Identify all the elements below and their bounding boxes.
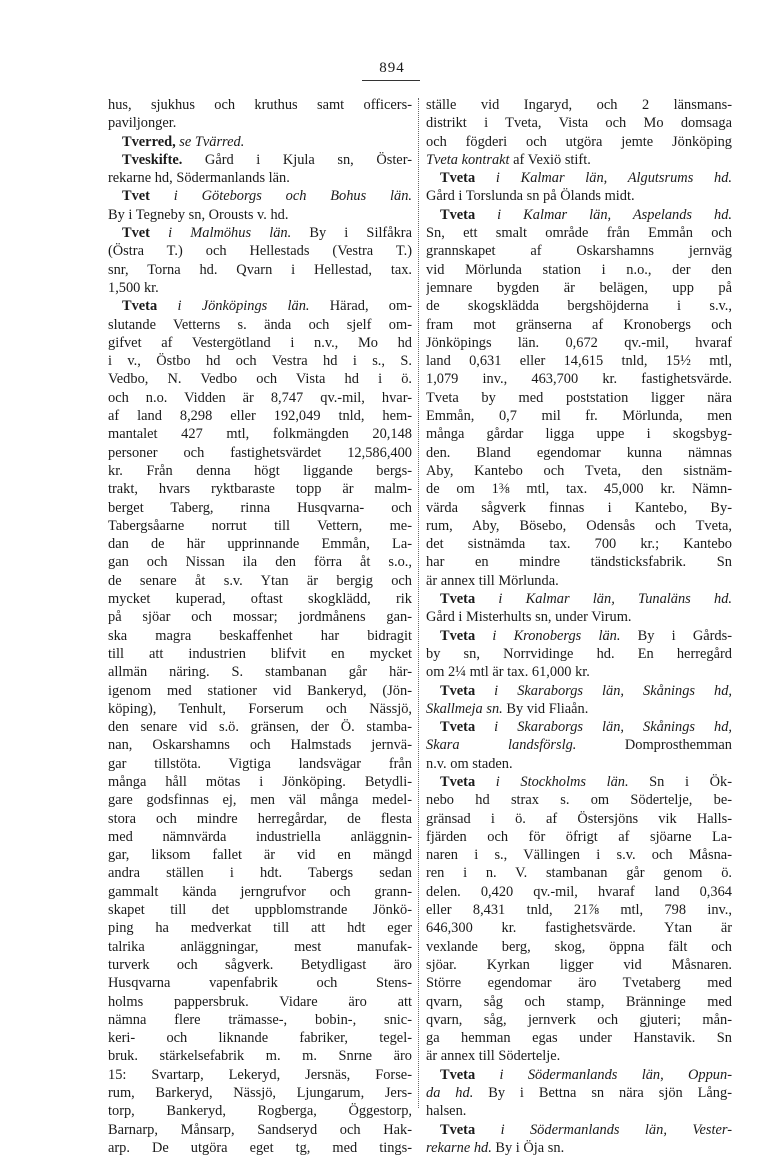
body-text: stora och mindre herregårdar, de flesta bbox=[108, 810, 412, 827]
body-text: gan och Nissan ila den förra åt s.o., bbox=[108, 554, 412, 571]
italic-text: i Kalmar län, Aspelands hd. bbox=[475, 206, 732, 223]
text-line bbox=[108, 1029, 412, 1047]
body-text: ställe vid Ingaryd, och 2 länsmans- bbox=[426, 97, 732, 113]
text-line bbox=[108, 370, 412, 388]
body-text: Vedbo, N. Vedbo och Vista hd i ö. bbox=[108, 371, 412, 388]
italic-text: Skallmeja sn. bbox=[426, 700, 503, 717]
text-line bbox=[426, 736, 732, 754]
text-line bbox=[426, 1011, 732, 1029]
body-text: arp. De utgöra eget tg, med tings- bbox=[108, 1139, 412, 1156]
text-line bbox=[426, 663, 732, 681]
text-line bbox=[108, 1011, 412, 1029]
body-text: grannskapet af Oskarshamns jernväg bbox=[426, 243, 732, 260]
italic-text: i Stockholms län. bbox=[475, 773, 629, 790]
italic-text: se Tvärred. bbox=[175, 133, 245, 150]
text-line bbox=[426, 755, 732, 773]
body-text: land 0,631 eller 14,615 tnld, 15½ mtl, bbox=[426, 353, 732, 370]
body-text: torp, Bankeryd, Rogberga, Öggestorp, bbox=[108, 1103, 412, 1120]
text-line bbox=[426, 938, 732, 956]
body-text: många gårdar ligga uppe i skogsbyg- bbox=[426, 426, 732, 443]
text-line bbox=[426, 810, 732, 828]
text-line bbox=[108, 1084, 412, 1102]
body-text: 1,500 kr. bbox=[108, 279, 159, 296]
text-line bbox=[108, 206, 412, 224]
text-line bbox=[426, 480, 732, 498]
text-line bbox=[426, 1029, 732, 1047]
body-text: Härad, om- bbox=[309, 298, 412, 315]
text-line bbox=[426, 645, 732, 663]
body-text: 1,079 inv., 463,700 kr. fastighetsvärde. bbox=[426, 371, 732, 388]
text-line bbox=[108, 608, 412, 626]
body-text: igenom med stationer vid Bankeryd, (Jön- bbox=[108, 682, 412, 699]
text-line bbox=[426, 791, 732, 809]
body-text: hus, sjukhus och kruthus samt officers- bbox=[108, 97, 412, 113]
italic-text: i Göteborgs och Bohus län. bbox=[149, 188, 412, 205]
body-text: (Östra T.) och Hellestads (Vestra T.) bbox=[108, 243, 412, 260]
body-text: Domprosthemman bbox=[576, 737, 732, 754]
body-text: Gård i Misterhults sn, under Virum. bbox=[426, 609, 632, 626]
text-line bbox=[108, 993, 412, 1011]
body-text: gare godsfinnas ej, men väl många medel- bbox=[108, 792, 412, 809]
text-line bbox=[108, 919, 412, 937]
text-line bbox=[426, 151, 732, 169]
body-text: By i Silfåkra bbox=[291, 225, 412, 242]
body-text: ren i n. V. stambanan går genom ö. bbox=[426, 865, 732, 882]
text-line bbox=[108, 499, 412, 517]
body-text: turverk och sågverk. Betydligast äro bbox=[108, 956, 412, 973]
text-line bbox=[426, 261, 732, 279]
text-line bbox=[108, 187, 412, 205]
body-text: den. Bland egendomar kunna nämnas bbox=[426, 444, 732, 461]
text-line bbox=[426, 553, 732, 571]
italic-text: Tveta kontrakt bbox=[426, 151, 510, 168]
body-text: Tabergsåarne norrut till Vettern, me- bbox=[108, 517, 412, 534]
body-text: kr. Från denna högt liggande bergs- bbox=[108, 462, 412, 479]
text-line bbox=[108, 901, 412, 919]
body-text: qvarn, såg och stamp, Bränninge med bbox=[426, 993, 732, 1010]
text-line bbox=[108, 535, 412, 553]
text-line bbox=[108, 352, 412, 370]
text-line bbox=[108, 773, 412, 791]
entry-headword: Tveta bbox=[440, 1066, 476, 1083]
text-line bbox=[108, 389, 412, 407]
entry-headword: Tveta bbox=[440, 627, 476, 644]
italic-text: i Kronobergs län. bbox=[475, 627, 621, 644]
body-text: gränsad i ö. af Östersjöns vik Halls- bbox=[426, 810, 732, 827]
text-line bbox=[108, 791, 412, 809]
entry-headword: Tverred, bbox=[122, 133, 176, 150]
text-line bbox=[426, 718, 732, 736]
right-column bbox=[426, 96, 732, 1157]
body-text: Gård i Kjula sn, Öster- bbox=[182, 151, 412, 168]
text-line bbox=[426, 370, 732, 388]
text-line bbox=[426, 535, 732, 553]
text-line bbox=[426, 682, 732, 700]
body-text: gar, liksom fallet är vid en mängd bbox=[108, 847, 412, 864]
text-line bbox=[426, 572, 732, 590]
body-text: paviljonger. bbox=[108, 115, 177, 132]
body-text: by sn, Norrvidinge hd. En herregård bbox=[426, 645, 732, 662]
text-line bbox=[426, 187, 732, 205]
text-line bbox=[108, 828, 412, 846]
text-line bbox=[108, 718, 412, 736]
body-text: ska magra beskaffenhet har bidragit bbox=[108, 627, 412, 644]
body-text: af land 8,298 eller 192,049 tnld, hem- bbox=[108, 408, 412, 425]
text-line bbox=[426, 883, 732, 901]
text-line bbox=[426, 425, 732, 443]
body-text: är annex till Södertelje. bbox=[426, 1048, 561, 1065]
italic-text: Skara landsförslg. bbox=[426, 737, 577, 754]
body-text: gar tillstöta. Vigtiga landsvägar från bbox=[108, 755, 412, 772]
entry-headword: Tveta bbox=[122, 298, 158, 315]
text-line bbox=[426, 1121, 732, 1139]
body-text: Sn i Ök- bbox=[628, 773, 732, 790]
text-line bbox=[426, 1139, 732, 1157]
body-text: mycket kuperad, oftast skogklädd, rik bbox=[108, 591, 412, 608]
entry-headword: Tveskifte. bbox=[122, 151, 183, 168]
body-text: nämna flere trämasse-, bobin-, snic- bbox=[108, 1011, 412, 1028]
body-text: By i Tegneby sn, Orousts v. hd. bbox=[108, 206, 289, 223]
italic-text: i Kalmar län, Algutsrums hd. bbox=[475, 170, 732, 187]
text-line bbox=[108, 1102, 412, 1120]
text-line bbox=[108, 279, 412, 297]
body-text: naren i s., Vällingen i s.v. och Måsna- bbox=[426, 847, 732, 864]
text-line bbox=[108, 96, 412, 114]
text-line bbox=[108, 700, 412, 718]
entry-headword: Tvet bbox=[122, 188, 150, 205]
text-line bbox=[426, 499, 732, 517]
text-line bbox=[426, 389, 732, 407]
entry-headword: Tveta bbox=[440, 206, 476, 223]
body-text: snr, Torna hd. Qvarn i Hellestad, tax. bbox=[108, 261, 412, 278]
text-line bbox=[108, 1047, 412, 1065]
body-text: nebo hd strax s. om Södertelje, be- bbox=[426, 792, 732, 809]
text-line bbox=[108, 1121, 412, 1139]
entry-headword: Tveta bbox=[440, 1121, 476, 1138]
text-line bbox=[108, 810, 412, 828]
italic-text: i Södermanlands län, Oppun- bbox=[475, 1066, 732, 1083]
left-column bbox=[108, 96, 412, 1157]
body-text: af Vexiö stift. bbox=[509, 151, 591, 168]
body-text: qvarn, såg, jernverk och gjuteri; mån- bbox=[426, 1011, 732, 1028]
italic-text: i Jönköpings län. bbox=[157, 298, 310, 315]
body-text: Större egendomar äro Tvetaberg med bbox=[426, 975, 732, 992]
body-text: och n.o. Vidden är 8,747 qv.-mil, hvar- bbox=[108, 389, 412, 406]
text-line bbox=[426, 919, 732, 937]
body-text: vexlande berg, skog, öppna fält och bbox=[426, 938, 732, 955]
text-line bbox=[108, 151, 412, 169]
entry-headword: Tveta bbox=[440, 682, 476, 699]
entry-headword: Tveta bbox=[440, 591, 476, 608]
body-text: de skogsklädda bergshöjderna i s.v., bbox=[426, 298, 732, 315]
text-line bbox=[426, 297, 732, 315]
text-line bbox=[426, 608, 732, 626]
italic-text: i Skaraborgs län, Skånings hd, bbox=[475, 682, 732, 699]
body-text: på sjöar och mossar; jordmånens gan- bbox=[108, 609, 412, 626]
text-line bbox=[426, 700, 732, 718]
text-line bbox=[108, 425, 412, 443]
italic-text: i Södermanlands län, Vester- bbox=[475, 1121, 732, 1138]
body-text: berget Taberg, rinna Husqvarna- och bbox=[108, 499, 412, 516]
text-line bbox=[108, 846, 412, 864]
entry-headword: Tveta bbox=[440, 170, 476, 187]
body-text: värda sågverk finnas i Kantebo, By- bbox=[426, 499, 732, 516]
text-line bbox=[426, 1047, 732, 1065]
text-line bbox=[426, 993, 732, 1011]
text-line bbox=[426, 114, 732, 132]
text-line bbox=[426, 407, 732, 425]
body-text: rum, Aby, Bösebo, Odensås och Tveta, bbox=[426, 517, 732, 534]
body-text: delen. 0,420 qv.-mil, hvaraf land 0,364 bbox=[426, 883, 732, 900]
italic-text: i Malmöhus län. bbox=[149, 225, 292, 242]
body-text: fram mot gränserna af Kronobergs och bbox=[426, 316, 732, 333]
entry-headword: Tveta bbox=[440, 719, 476, 736]
body-text: By i Gårds- bbox=[620, 627, 732, 644]
body-text: många håll mötas i Jönköping. Betydli- bbox=[108, 773, 412, 790]
text-line bbox=[108, 133, 412, 151]
page-number-rule bbox=[362, 80, 420, 81]
text-line bbox=[426, 462, 732, 480]
body-text: Aby, Kantebo och Tveta, den sistnäm- bbox=[426, 462, 732, 479]
text-line bbox=[108, 224, 412, 242]
text-line bbox=[108, 297, 412, 315]
text-line bbox=[108, 627, 412, 645]
body-text: trakt, hvars ryktbaraste topp är malm- bbox=[108, 481, 412, 498]
text-line bbox=[108, 462, 412, 480]
text-line bbox=[426, 901, 732, 919]
text-line bbox=[426, 864, 732, 882]
body-text: det sistnämda tax. 700 kr.; Kantebo bbox=[426, 536, 732, 553]
text-line bbox=[426, 279, 732, 297]
body-text: fjärden och för öfrigt af sjöarne La- bbox=[426, 828, 732, 845]
text-line bbox=[108, 682, 412, 700]
text-line bbox=[426, 846, 732, 864]
body-text: de senare åt s.v. Ytan är bergig och bbox=[108, 572, 412, 589]
body-text: 15: Svartarp, Lekeryd, Jersnäs, Forse- bbox=[108, 1066, 412, 1083]
text-line bbox=[108, 444, 412, 462]
text-line bbox=[108, 242, 412, 260]
italic-text: i Kalmar län, Tunaläns hd. bbox=[475, 591, 732, 608]
text-line bbox=[108, 334, 412, 352]
page-number: 894 bbox=[379, 60, 405, 76]
text-line bbox=[426, 974, 732, 992]
text-line bbox=[108, 1139, 412, 1157]
body-text: Tveta by med poststation ligger nära bbox=[426, 389, 732, 406]
body-text: keri- och liknande fabriker, tegel- bbox=[108, 1030, 412, 1047]
text-line bbox=[108, 956, 412, 974]
text-line bbox=[108, 480, 412, 498]
text-line bbox=[426, 206, 732, 224]
text-line bbox=[426, 242, 732, 260]
body-text: By i Bettna sn nära sjön Lång- bbox=[473, 1085, 732, 1102]
body-text: nan, Oskarshamns och Halmstads jernvä- bbox=[108, 737, 412, 754]
body-text: köping), Tenhult, Forserum och Nässjö, bbox=[108, 700, 412, 717]
body-text: slutande Vetterns s. ända och sjelf om- bbox=[108, 316, 412, 333]
body-text: halsen. bbox=[426, 1103, 467, 1120]
body-text: med nämnvärda industriella anläggnin- bbox=[108, 828, 412, 845]
entry-headword: Tvet bbox=[122, 225, 150, 242]
text-line bbox=[108, 114, 412, 132]
body-text: jemnare bygden är belägen, upp på bbox=[426, 279, 732, 296]
body-text: allmän näring. S. stambanan går här- bbox=[108, 664, 412, 681]
text-line bbox=[108, 645, 412, 663]
text-line bbox=[108, 169, 412, 187]
text-line bbox=[108, 261, 412, 279]
body-text: Jönköpings län. 0,672 qv.-mil, hvaraf bbox=[426, 334, 732, 351]
body-text: dan de här upprinnande Emmån, La- bbox=[108, 536, 412, 553]
text-line bbox=[108, 407, 412, 425]
italic-text: da hd. bbox=[426, 1085, 474, 1102]
body-text: skapet till det uppblomstrande Jönkö- bbox=[108, 902, 412, 919]
body-text: rekarne hd, Södermanlands län. bbox=[108, 170, 290, 187]
body-text: mantalet 427 mtl, folkmängden 20,148 bbox=[108, 426, 412, 443]
body-text: distrikt i Tveta, Vista och Mo domsaga bbox=[426, 115, 732, 132]
body-text: Sn, ett smalt område från Emmån och bbox=[426, 225, 732, 242]
body-text: gifvet af Vestergötland i n.v., Mo hd bbox=[108, 334, 412, 351]
body-text: By i Öja sn. bbox=[491, 1139, 565, 1156]
text-line bbox=[108, 883, 412, 901]
text-line bbox=[426, 956, 732, 974]
body-text: bruk. stärkelsefabrik m. m. Snrne äro bbox=[108, 1048, 412, 1065]
text-line bbox=[426, 590, 732, 608]
body-text: är annex till Mörlunda. bbox=[426, 572, 559, 589]
body-text: n.v. om staden. bbox=[426, 755, 513, 772]
text-line bbox=[108, 974, 412, 992]
text-line bbox=[426, 1102, 732, 1120]
text-line bbox=[108, 736, 412, 754]
entry-headword: Tveta bbox=[440, 773, 476, 790]
body-text: den senare vid s.ö. gränsen, der Ö. stamba- bbox=[108, 719, 412, 736]
body-text: till att industrien blifvit en mycket bbox=[108, 645, 412, 662]
body-text: Emmån, 0,7 mil fr. Mörlunda, men bbox=[426, 408, 732, 425]
text-line bbox=[426, 352, 732, 370]
body-text: holms pappersbruk. Vidare äro att bbox=[108, 993, 412, 1010]
text-line bbox=[426, 444, 732, 462]
text-line bbox=[426, 1084, 732, 1102]
text-line bbox=[108, 1066, 412, 1084]
body-text: Barnarp, Månsarp, Sandseryd och Hak- bbox=[108, 1121, 412, 1138]
body-text: Gård i Torslunda sn på Ölands midt. bbox=[426, 188, 635, 205]
text-line bbox=[426, 773, 732, 791]
body-text: By vid Fliaån. bbox=[502, 700, 589, 717]
body-text: och fögderi och utgöra jemte Jönköping bbox=[426, 133, 732, 150]
body-text: har en mindre tändsticksfabrik. Sn bbox=[426, 554, 732, 571]
text-line bbox=[426, 1066, 732, 1084]
body-text: om 2¼ mtl är tax. 61,000 kr. bbox=[426, 664, 590, 681]
text-line bbox=[108, 755, 412, 773]
body-text: eller 8,431 tnld, 21⅞ mtl, 798 inv., bbox=[426, 902, 732, 919]
body-text: talrika anläggningar, mest manufak- bbox=[108, 938, 412, 955]
body-text: sjöar. Kyrkan ligger vid Måsnaren. bbox=[426, 956, 732, 973]
text-line bbox=[426, 224, 732, 242]
text-line bbox=[108, 590, 412, 608]
body-text: ping ha medverkat till att hdt eger bbox=[108, 920, 412, 937]
text-line bbox=[108, 663, 412, 681]
body-text: ga hemman egas under Hanstavik. Sn bbox=[426, 1030, 732, 1047]
body-text: andra ställen i hdt. Tabergs sedan bbox=[108, 865, 412, 882]
text-line bbox=[426, 334, 732, 352]
text-line bbox=[108, 938, 412, 956]
text-line bbox=[426, 517, 732, 535]
body-text: vid Mörlunda station i n.o., der den bbox=[426, 261, 732, 278]
body-text: personer och fastighetsvärdet 12,586,400 bbox=[108, 444, 412, 461]
column-divider bbox=[418, 98, 419, 1108]
body-text: 646,300 kr. fastighetsvärde. Ytan är bbox=[426, 920, 732, 937]
body-text: i v., Östbo hd och Vestra hd i s., S. bbox=[108, 353, 412, 370]
body-text: rum, Barkeryd, Nässjö, Ljungarum, Jers- bbox=[108, 1085, 412, 1102]
text-line bbox=[108, 517, 412, 535]
text-line bbox=[426, 627, 732, 645]
text-line bbox=[426, 169, 732, 187]
text-line bbox=[108, 316, 412, 334]
text-line bbox=[108, 553, 412, 571]
text-line bbox=[108, 572, 412, 590]
text-line bbox=[426, 828, 732, 846]
text-line bbox=[426, 133, 732, 151]
body-text: gammalt kända jerngrufvor och grann- bbox=[108, 883, 412, 900]
text-line bbox=[108, 864, 412, 882]
italic-text: i Skaraborgs län, Skånings hd, bbox=[475, 719, 732, 736]
body-text: Husqvarna vapenfabrik och Stens- bbox=[108, 975, 412, 992]
text-line bbox=[426, 96, 732, 114]
body-text: de om 1⅜ mtl, tax. 45,000 kr. Nämn- bbox=[426, 481, 732, 498]
text-line bbox=[426, 316, 732, 334]
italic-text: rekarne hd. bbox=[426, 1139, 492, 1156]
